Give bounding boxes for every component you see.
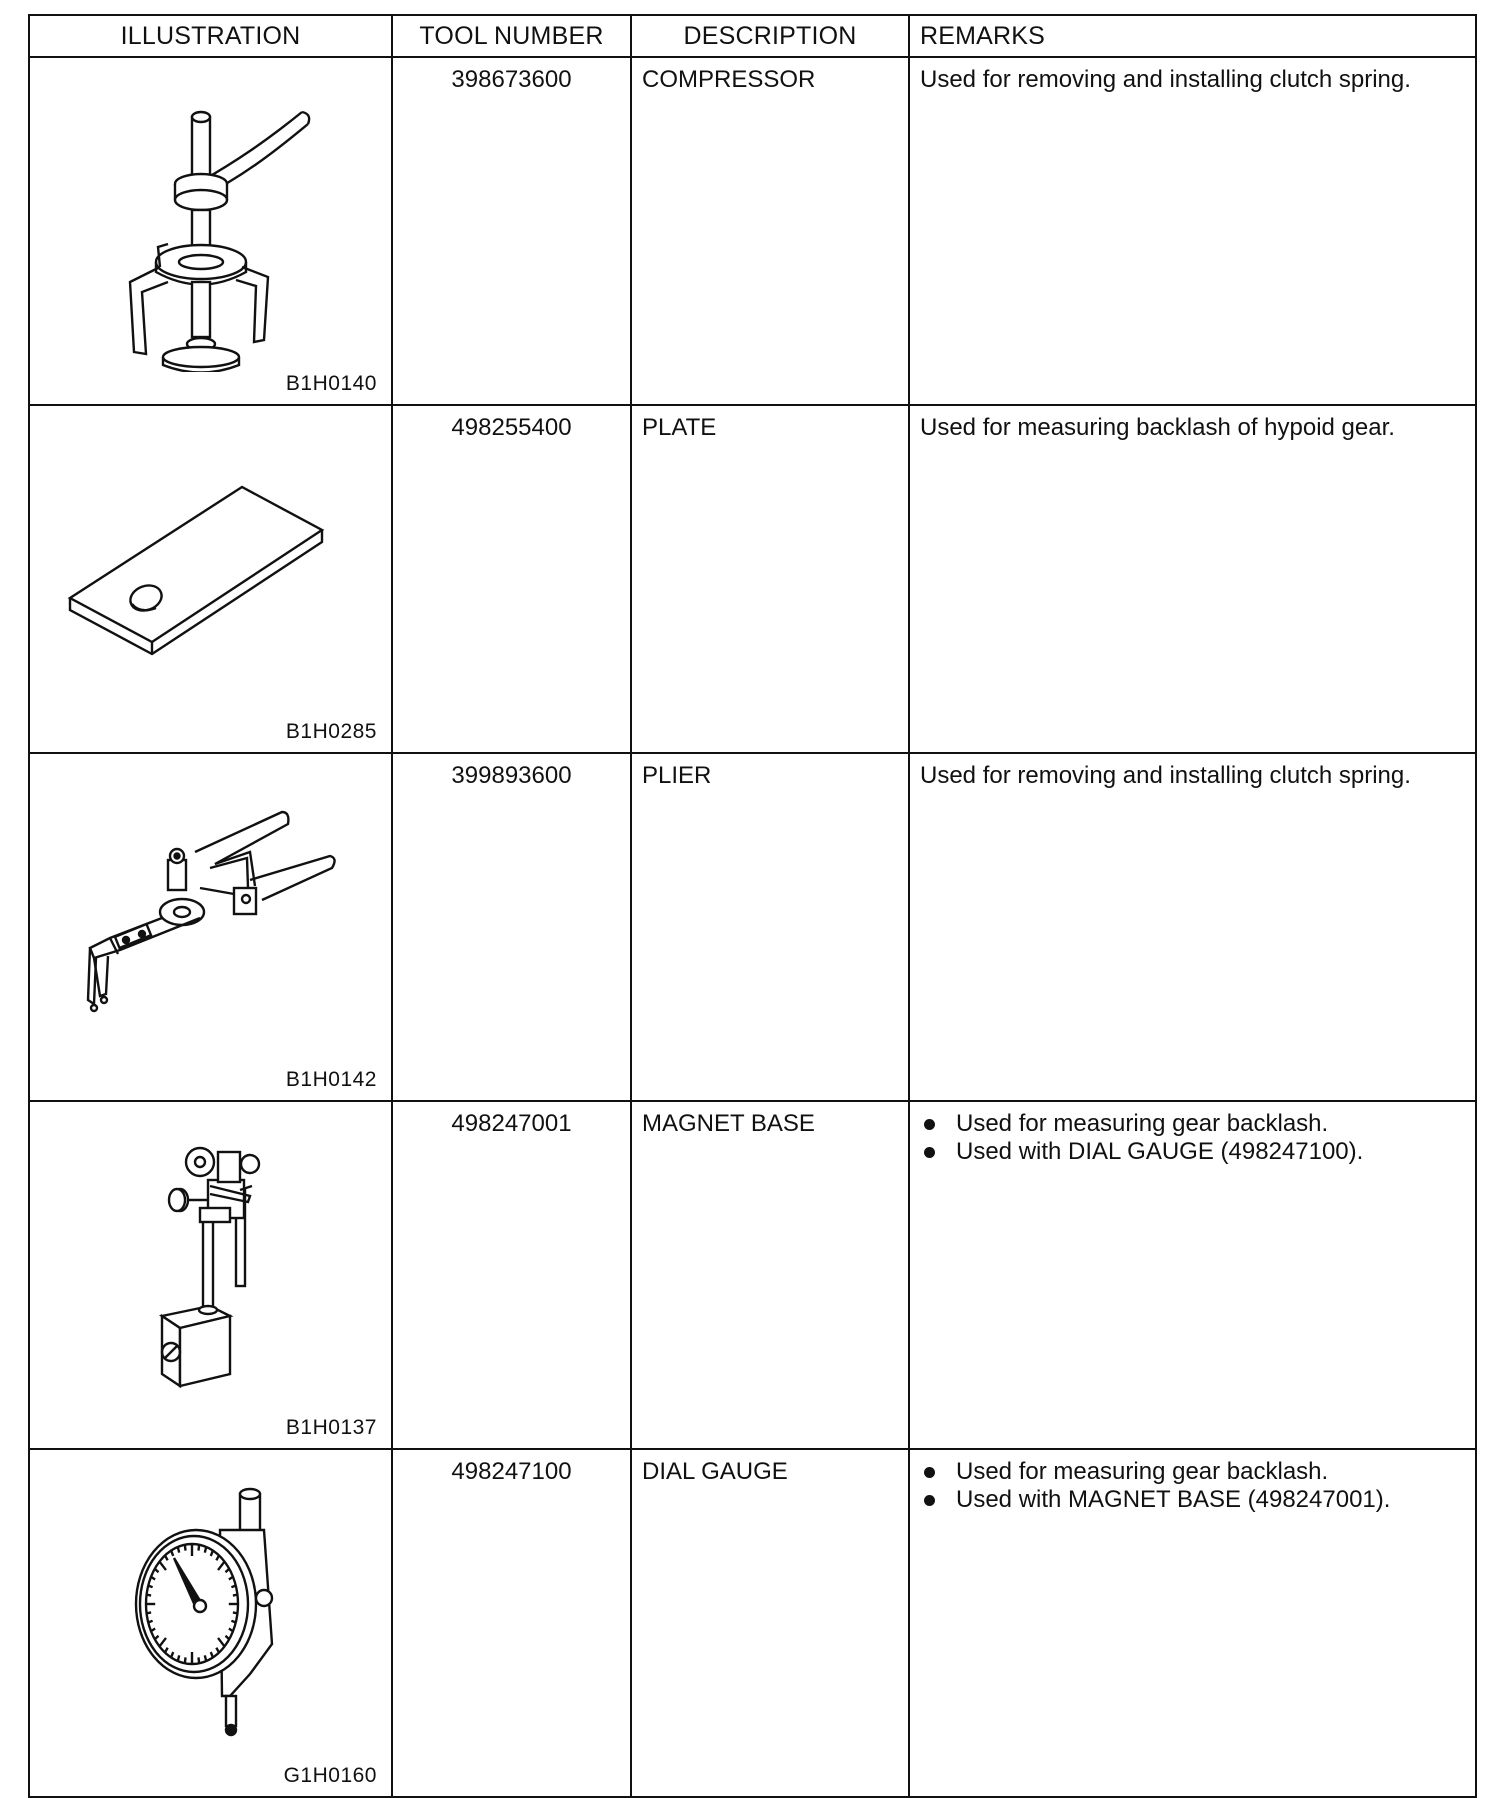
table-row [29,405,1476,753]
dial-gauge-tool-icon [50,1464,350,1764]
illustration-cell [29,1449,392,1797]
remark-text: Used with MAGNET BASE (498247001). [956,1486,1391,1513]
dial-tick [205,1655,206,1661]
figure-code: B1H0140 [285,372,377,395]
figure-code: G1H0160 [283,1764,377,1787]
tool-description: MAGNET BASE [631,1101,909,1449]
dial-tick [198,1545,199,1551]
tool-description: PLIER [631,753,909,1101]
remarks-list [920,1458,1475,1514]
tool-remarks [909,57,1476,405]
dial-tick [178,1655,179,1661]
tool-description: DIAL GAUGE [631,1449,909,1797]
remark-text: Used for measuring gear backlash. [956,1458,1329,1485]
tool-number: 498255400 [392,405,631,753]
table-row [29,1101,1476,1449]
dial-tick [231,1621,235,1623]
dial-tick [147,1612,152,1613]
dial-tick [178,1547,179,1553]
bullet-icon [924,1467,935,1478]
special-tools-table [28,14,1477,1798]
tool-number: 498247001 [392,1101,631,1449]
remark-text: Used with DIAL GAUGE (498247100). [956,1138,1364,1165]
table-header-row [29,15,1476,57]
illustration-cell [29,753,392,1101]
illustration-cell [29,1101,392,1449]
table-row [29,57,1476,405]
tool-description: COMPRESSOR [631,57,909,405]
bullet-icon [924,1119,935,1130]
bullet-icon [924,1495,935,1506]
figure-code: B1H0137 [285,1416,377,1439]
dial-tick [198,1657,199,1663]
remark-text: Used for removing and installing clutch spring. [920,66,1411,93]
dial-tick [233,1612,238,1613]
table-row [29,1449,1476,1797]
tool-remarks [909,1449,1476,1797]
illustration-cell [29,405,392,753]
dial-tick [185,1657,186,1663]
list-item [920,1486,1475,1514]
remark-text: Used for measuring backlash of hypoid gear. [920,414,1395,441]
header-tool-number: TOOL NUMBER [392,15,631,57]
figure-code: B1H0285 [285,720,377,743]
magnet-base-tool-icon [50,1116,350,1416]
remarks-list [920,1110,1475,1166]
list-item [920,1110,1475,1138]
remark-text: Used for measuring gear backlash. [956,1110,1329,1137]
figure-code: B1H0142 [285,1068,377,1091]
compressor-tool-icon [50,72,350,372]
dial-tick [231,1585,235,1587]
list-item [920,1458,1475,1486]
tool-number: 399893600 [392,753,631,1101]
plate-tool-icon [50,420,350,720]
tool-remarks [909,405,1476,753]
dial-tick [147,1595,152,1596]
plier-tool-icon [50,768,350,1068]
remark-text: Used for removing and installing clutch spring. [920,762,1411,789]
header-illustration: ILLUSTRATION [29,15,392,57]
dial-tick [148,1585,152,1587]
dial-tick [205,1547,206,1553]
dial-tick [148,1621,152,1623]
tool-number: 498247100 [392,1449,631,1797]
dial-tick [185,1545,186,1551]
tool-remarks [909,753,1476,1101]
header-remarks: REMARKS [909,15,1476,57]
tool-remarks [909,1101,1476,1449]
tool-number: 398673600 [392,57,631,405]
tool-description: PLATE [631,405,909,753]
dial-tick [233,1595,238,1596]
header-description: DESCRIPTION [631,15,909,57]
table-row [29,753,1476,1101]
bullet-icon [924,1147,935,1158]
list-item [920,1138,1475,1166]
illustration-cell [29,57,392,405]
